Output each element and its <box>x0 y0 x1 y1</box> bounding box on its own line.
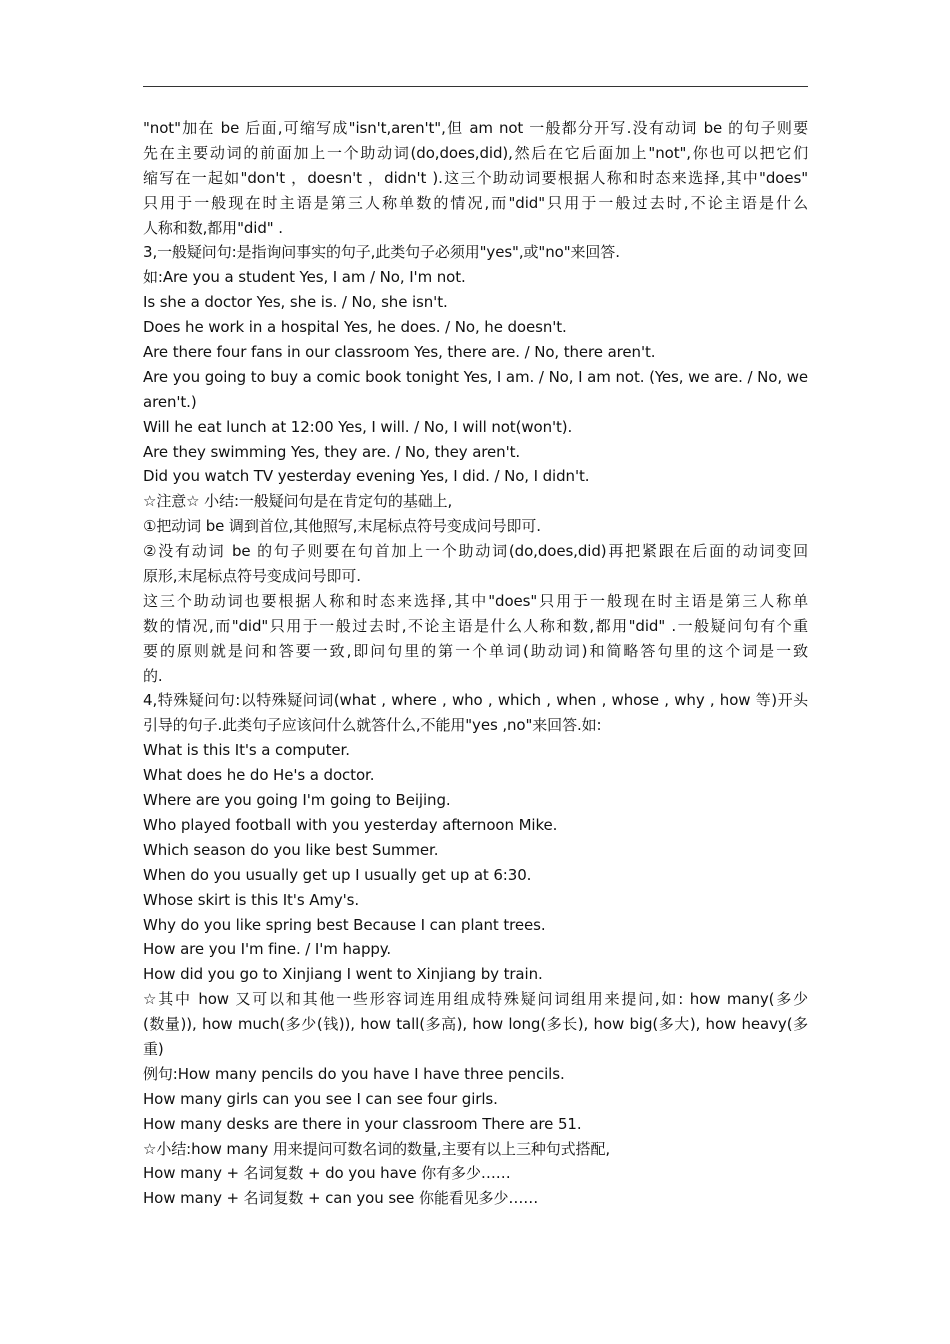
text-line: 引导的句子.此类句子应该问什么就答什么,不能用"yes ,no"来回答.如: <box>143 716 602 735</box>
text-line: When do you usually get up I usually get up at 6:30. <box>143 865 532 884</box>
text-line: 要的原则就是问和答要一致,即问句里的第一个单词(助动词)和简略答句里的这个词是一致 <box>143 641 808 660</box>
text-line: aren't.) <box>143 392 197 411</box>
text-line: Will he eat lunch at 12:00 Yes, I will. / No, I will not(won't). <box>143 417 573 436</box>
text-line: How many + 名词复数 + can you see 你能看见多少…… <box>143 1189 539 1208</box>
text-line: How are you I'm fine. / I'm happy. <box>143 940 392 959</box>
text-line: ☆注意☆ 小结:一般疑问句是在肯定句的基础上, <box>143 492 453 511</box>
text-line: (数量)), how much(多少(钱)), how tall(多高), how long(多长), how big(多大), how heavy(多 <box>143 1015 808 1034</box>
text-line: ①把动词 be 调到首位,其他照写,末尾标点符号变成问号即可. <box>143 517 541 536</box>
text-line: "not"加在 be 后面,可缩写成"isn't,aren't",但 am not 一般都分开写.没有动词 be 的句子则要 <box>143 119 808 137</box>
text-line: Who played football with you yesterday afternoon Mike. <box>143 815 558 834</box>
text-line: 如:Are you a student Yes, I am / No, I'm not. <box>143 268 466 287</box>
text-line: What does he do He's a doctor. <box>143 766 375 785</box>
text-line: 例句:How many pencils do you have I have three pencils. <box>143 1064 565 1083</box>
text-line: 人称和数,都用"did" . <box>143 218 283 237</box>
text-line: 重) <box>143 1039 164 1058</box>
text-line: Is she a doctor Yes, she is. / No, she isn't. <box>143 293 448 312</box>
text-line: How many girls can you see I can see four girls. <box>143 1089 498 1108</box>
text-line: ☆小结:how many 用来提问可数名词的数量,主要有以上三种句式搭配, <box>143 1139 611 1158</box>
header-rule <box>143 86 808 87</box>
document-body <box>143 116 808 1211</box>
text-line: ☆其中 how 又可以和其他一些形容词连用组成特殊疑问词组用来提问,如: how many(多少 <box>143 990 808 1009</box>
text-line: 只用于一般现在时主语是第三人称单数的情况,而"did"只用于一般过去时,不论主语是什么 <box>143 193 808 212</box>
text-line: Why do you like spring best Because I can plant trees. <box>143 915 546 934</box>
text-line: How did you go to Xinjiang I went to Xinjiang by train. <box>143 965 543 984</box>
text-line: 先在主要动词的前面加上一个助动词(do,does,did),然后在它后面加上"not",你也可以把它们 <box>143 143 808 162</box>
text-line: Does he work in a hospital Yes, he does. / No, he doesn't. <box>143 318 567 337</box>
text-line: Did you watch TV yesterday evening Yes, I did. / No, I didn't. <box>143 467 590 486</box>
text-line: How many desks are there in your classroom There are 51. <box>143 1114 582 1133</box>
text-line: 4,特殊疑问句:以特殊疑问词(what , where , who , which , when , whose , why , how 等)开头 <box>143 691 808 710</box>
text-line: 原形,末尾标点符号变成问号即可. <box>143 567 361 586</box>
text-line: Are they swimming Yes, they are. / No, they aren't. <box>143 442 521 461</box>
text-line: How many + 名词复数 + do you have 你有多少…… <box>143 1164 511 1183</box>
text-line: ②没有动词 be 的句子则要在句首加上一个助动词(do,does,did)再把紧跟在后面的动词变回 <box>143 542 808 561</box>
text-line: 3,一般疑问句:是指询问事实的句子,此类句子必须用"yes",或"no"来回答. <box>143 243 620 262</box>
text-line: Are there four fans in our classroom Yes, there are. / No, there aren't. <box>143 343 656 362</box>
text-line: 缩写在一起如"don't ，doesn't ，didn't ).这三个助动词要根据人称和时态来选择,其中"does" <box>143 168 808 187</box>
text-line: Whose skirt is this It's Amy's. <box>143 890 360 909</box>
text-line: Which season do you like best Summer. <box>143 840 439 859</box>
text-line: 的. <box>143 666 163 685</box>
text-line: What is this It's a computer. <box>143 741 350 760</box>
text-line: 这三个助动词也要根据人称和时态来选择,其中"does"只用于一般现在时主语是第三人称单 <box>143 591 808 610</box>
text-line: 数的情况,而"did"只用于一般过去时,不论主语是什么人称和数,都用"did" .一般疑问句有个重 <box>143 616 808 635</box>
text-line: Are you going to buy a comic book tonight Yes, I am. / No, I am not. (Yes, we are. / No, we <box>143 367 808 386</box>
text-line: Where are you going I'm going to Beijing. <box>143 791 451 810</box>
